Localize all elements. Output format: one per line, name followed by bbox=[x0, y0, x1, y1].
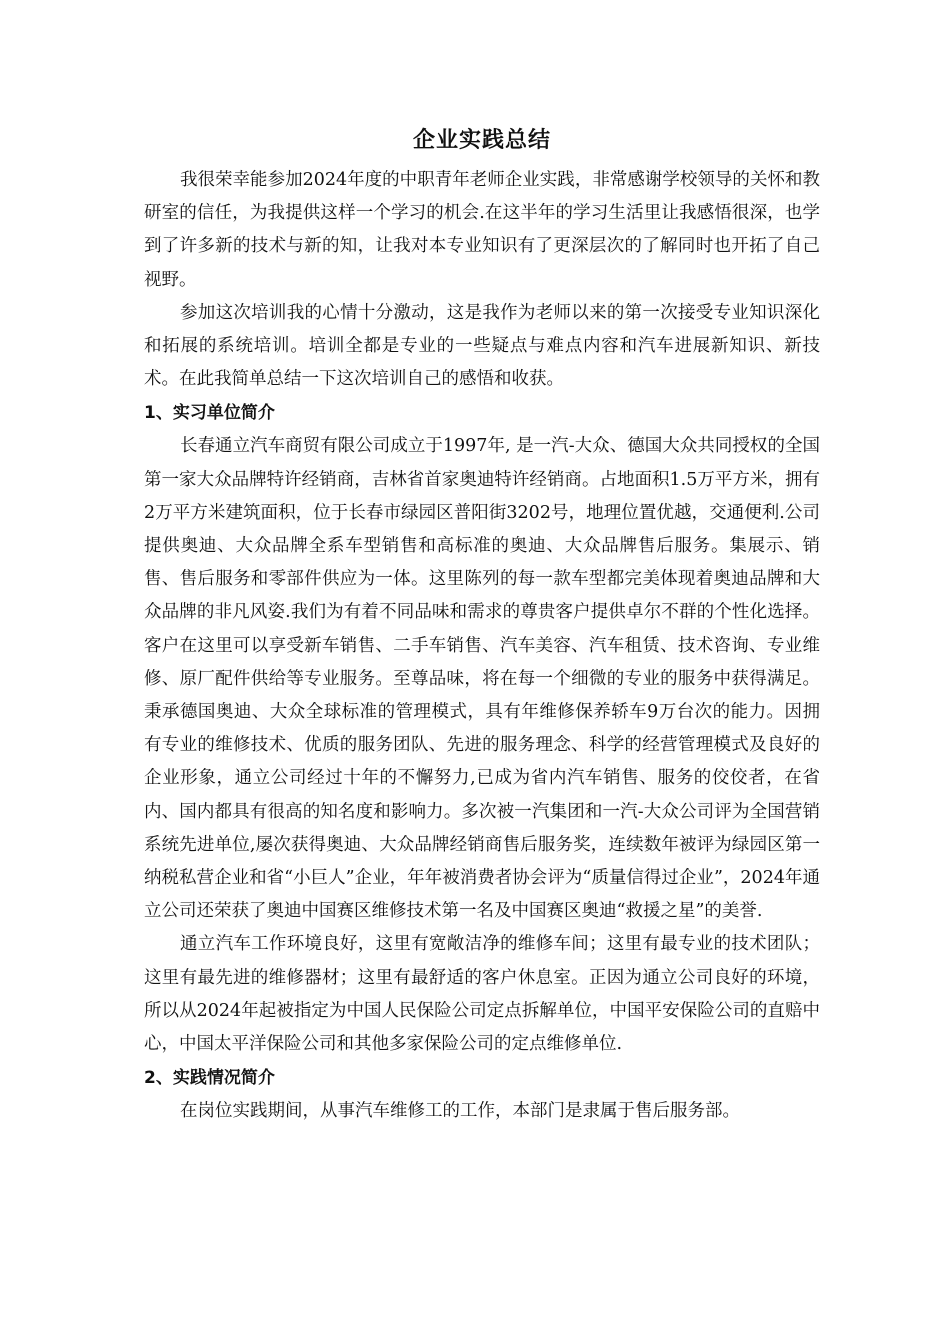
section-1-heading: 1、实习单位简介 bbox=[144, 403, 275, 424]
document-page bbox=[144, 122, 820, 1128]
section-2-heading: 2、实践情况简介 bbox=[144, 1068, 275, 1089]
document-title: 企业实践总结 bbox=[412, 128, 551, 153]
section-2-paragraph-1: 在岗位实践期间，从事汽车维修工的工作，本部门是隶属于售后服务部。 bbox=[180, 1101, 740, 1122]
section-1-paragraph-1: 长春通立汽车商贸有限公司成立于1997年, 是一汽-大众、德国大众共同授权的全国第一家大众品牌特许经销商，吉林省首家奥迪特许经销商。占地面积1.5万平方米，拥有2万平方米建筑面积，位于长春市绿园区普阳街3202号，地理位置优越，交通便利.公司提供奥迪、大众品牌全系车型销售和高标准的奥迪、大众品牌售后服务。集展示、销售、售后服务和零部件供应为一体。这里陈列的每一款车型都完美体现着奥迪品牌和大众品牌的非凡风姿.我们为有着不同品味和需求的尊贵客户提供卓尔不群的个性化选择。客户在这里可以享受新车销售、二手车销售、汽车美容、汽车租赁、技术咨询、专业维修、原厂配件供给等专业服务。至尊品味，将在每一个细微的专业的服务中获得满足。秉承德国奥迪、大众全球标准的管理模式，具有年维修保养轿车9万台次的能力。因拥有专业的维修技术、优质的服务团队、先进的服务理念、科学的经营管理模式及良好的企业形象，通立公司经过十年的不懈努力,已成为省内汽车销售、服务的佼佼者，在省内、国内都具有很高的知名度和影响力。多次被一汽集团和一汽-大众公司评为全国营销系统先进单位,屡次获得奥迪、大众品牌经销商售后服务奖，连续数年被评为绿园区第一纳税私营企业和省“小巨人”企业，年年被消费者协会评为“质量信得过企业”，2024年通立公司还荣获了奥迪中国赛区维修技术第一名及中国赛区奥迪“救援之星”的美誉. bbox=[144, 436, 820, 922]
intro-paragraph-1: 我很荣幸能参加2024年度的中职青年老师企业实践，非常感谢学校领导的关怀和教研室的信任，为我提供这样一个学习的机会.在这半年的学习生活里让我感悟很深，也学到了许多新的技术与新的知，让我对本专业知识有了更深层次的了解同时也开拓了自己视野。 bbox=[144, 170, 820, 290]
section-1-paragraph-2: 通立汽车工作环境良好，这里有宽敞洁净的维修车间；这里有最专业的技术团队；这里有最先进的维修器材；这里有最舒适的客户休息室。正因为通立公司良好的环境，所以从2024年起被指定为中国人民保险公司定点拆解单位，中国平安保险公司的直赔中心，中国太平洋保险公司和其他多家保险公司的定点维修单位. bbox=[144, 934, 820, 1055]
intro-paragraph-2: 参加这次培训我的心情十分激动，这是我作为老师以来的第一次接受专业知识深化和拓展的系统培训。培训全都是专业的一些疑点与难点内容和汽车进展新知识、新技术。在此我简单总结一下这次培训自己的感悟和收获。 bbox=[144, 302, 820, 390]
